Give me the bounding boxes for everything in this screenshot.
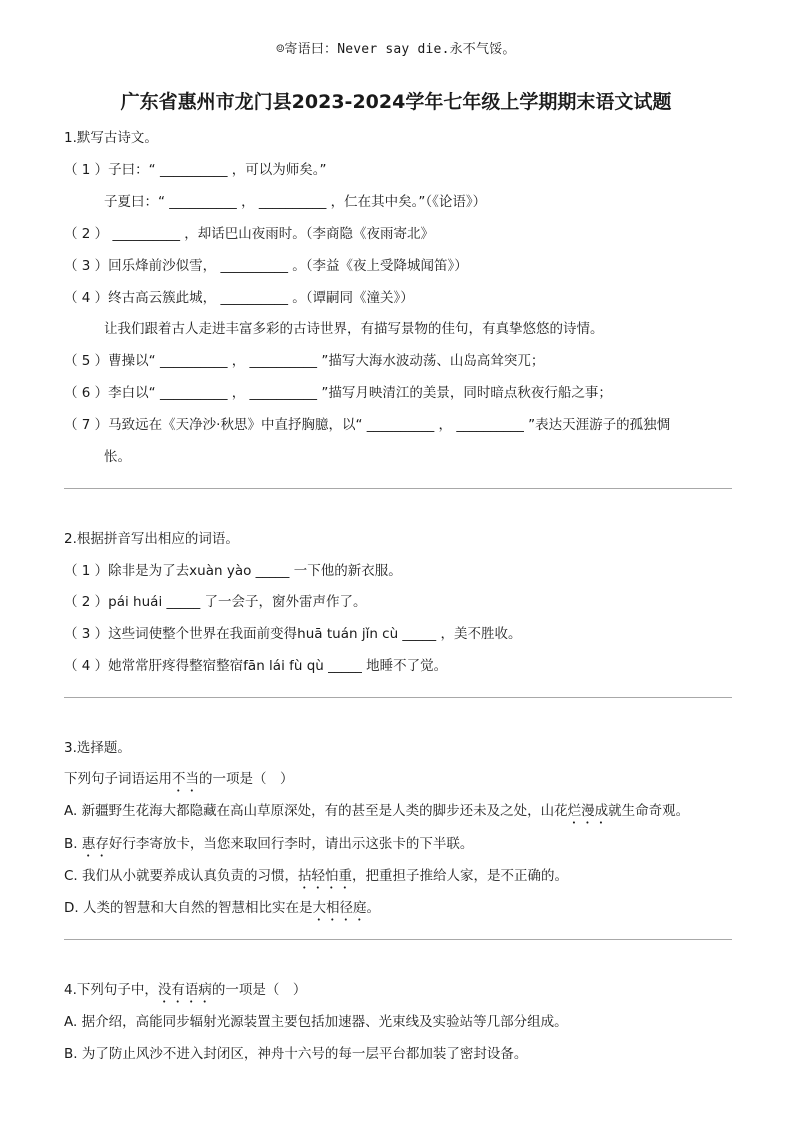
q1-item-6: （ 6 ）李白以“ __________ ， __________ ”描写月映清江的美景，同时暗点秋夜行船之事； [64, 385, 612, 401]
q1-item-1-cont: 子夏曰：“ __________ ， __________ ，仁在其中矣。”（《论语》） [104, 194, 487, 210]
q3-stem [64, 769, 294, 795]
q1-item-7-cont: 怅。 [104, 449, 131, 465]
q1-item-7: （ 7 ）马致远在《天净沙·秋思》中直抒胸臆，以“ __________ ， __________ ”表达天涯游子的孤独惆 [64, 417, 671, 433]
q3-a-mid: 在高山草原深处，有的甚至是人类的脚步还未及之处，山花 [216, 803, 568, 819]
q1-intro: 让我们跟着古人走进丰富多彩的古诗世界，有描写景物的佳句，有真挚悠悠的诗情。 [104, 321, 604, 337]
q4-option-b: B. 为了防止风沙不进入封闭区，神舟十六号的每一层平台都加装了密封设备。 [64, 1046, 528, 1062]
q3-c-post: ，把重担子推给人家，是不正确的。 [352, 868, 569, 884]
q4-heading-emphasis: 没有语病 [157, 982, 212, 998]
q2-heading: 2.根据拼音写出相应的词语。 [64, 531, 239, 547]
q3-stem-post: 的一项是（ ） [199, 771, 294, 787]
q3-b-pre: B. [64, 836, 82, 852]
q2-item-3: （ 3 ）这些词使整个世界在我面前变得huā tuán jǐn cù _____ ，美不胜收。 [64, 626, 522, 642]
q1-item-2: （ 2 ） __________ ，却话巴山夜雨时。（李商隐《夜雨寄北》 [64, 226, 435, 242]
page-title: 广东省惠州市龙门县2023-2024学年七年级上学期期末语文试题 [120, 91, 672, 113]
q3-option-a [64, 801, 689, 827]
q3-a-emphasis: 烂漫成 [567, 803, 609, 819]
q3-stem-pre: 下列句子词语运用 [64, 771, 172, 787]
q1-item-5: （ 5 ）曹操以“ __________ ， __________ ”描写大海水波动荡、山岛高耸突兀； [64, 353, 545, 369]
q4-option-a: A. 据介绍，高能同步辐射光源装置主要包括加速器、光束线及实验站等几部分组成。 [64, 1014, 568, 1030]
divider [64, 939, 732, 940]
q1-item-3: （ 3 ）回乐烽前沙似雪， __________ 。（李益《夜上受降城闻笛》） [64, 258, 468, 274]
q3-a-mid-text: 海大都隐藏 [149, 803, 217, 819]
divider [64, 488, 732, 489]
q3-a-post: 就生命奇观。 [608, 803, 690, 819]
q2-item-2: （ 2 ）pái huái _____ 了一会子，窗外雷声作了。 [64, 594, 367, 610]
q3-d-emphasis: 大相径庭 [312, 900, 367, 916]
q3-a-pre: A. 新疆野生花 [64, 803, 150, 819]
q1-item-4: （ 4 ）终古高云簇此城， __________ 。（谭嗣同《潼关》） [64, 290, 414, 306]
q4-heading-pre: 4.下列句子中， [64, 982, 158, 998]
q3-c-pre: C. 我们从小就要养成认真负责的习惯， [64, 868, 299, 884]
q3-option-c [64, 866, 568, 892]
q2-item-1: （ 1 ）除非是为了去xuàn yào _____ 一下他的新衣服。 [64, 563, 402, 579]
q3-heading: 3.选择题。 [64, 740, 131, 756]
q4-heading [64, 980, 306, 1006]
q3-option-d [64, 898, 380, 924]
q3-option-b [64, 834, 473, 860]
q1-heading: 1.默写古诗文。 [64, 130, 158, 146]
q2-item-4: （ 4 ）她常常肝疼得整宿整宿fān lái fù qù _____ 地睡不了觉。 [64, 658, 448, 674]
q3-b-emphasis: 惠存 [81, 836, 109, 852]
q3-d-post: 。 [366, 900, 380, 916]
q3-d-pre: D. 人类的智慧和大自然的智慧相比实在是 [64, 900, 313, 916]
q1-item-1: （ 1 ）子曰：“ __________ ，可以为师矣。” [64, 162, 327, 178]
q3-c-emphasis: 拈轻怕重 [298, 868, 353, 884]
q4-heading-post: 的一项是（ ） [211, 982, 307, 998]
q3-b-post: 好行李寄放卡，当您来取回行李时，请出示这张卡的下半联。 [108, 836, 474, 852]
divider [64, 697, 732, 698]
q3-stem-emphasis: 不当 [172, 771, 199, 787]
motto-line: ☺寄语曰：Never say die.永不气馁。 [276, 42, 516, 57]
